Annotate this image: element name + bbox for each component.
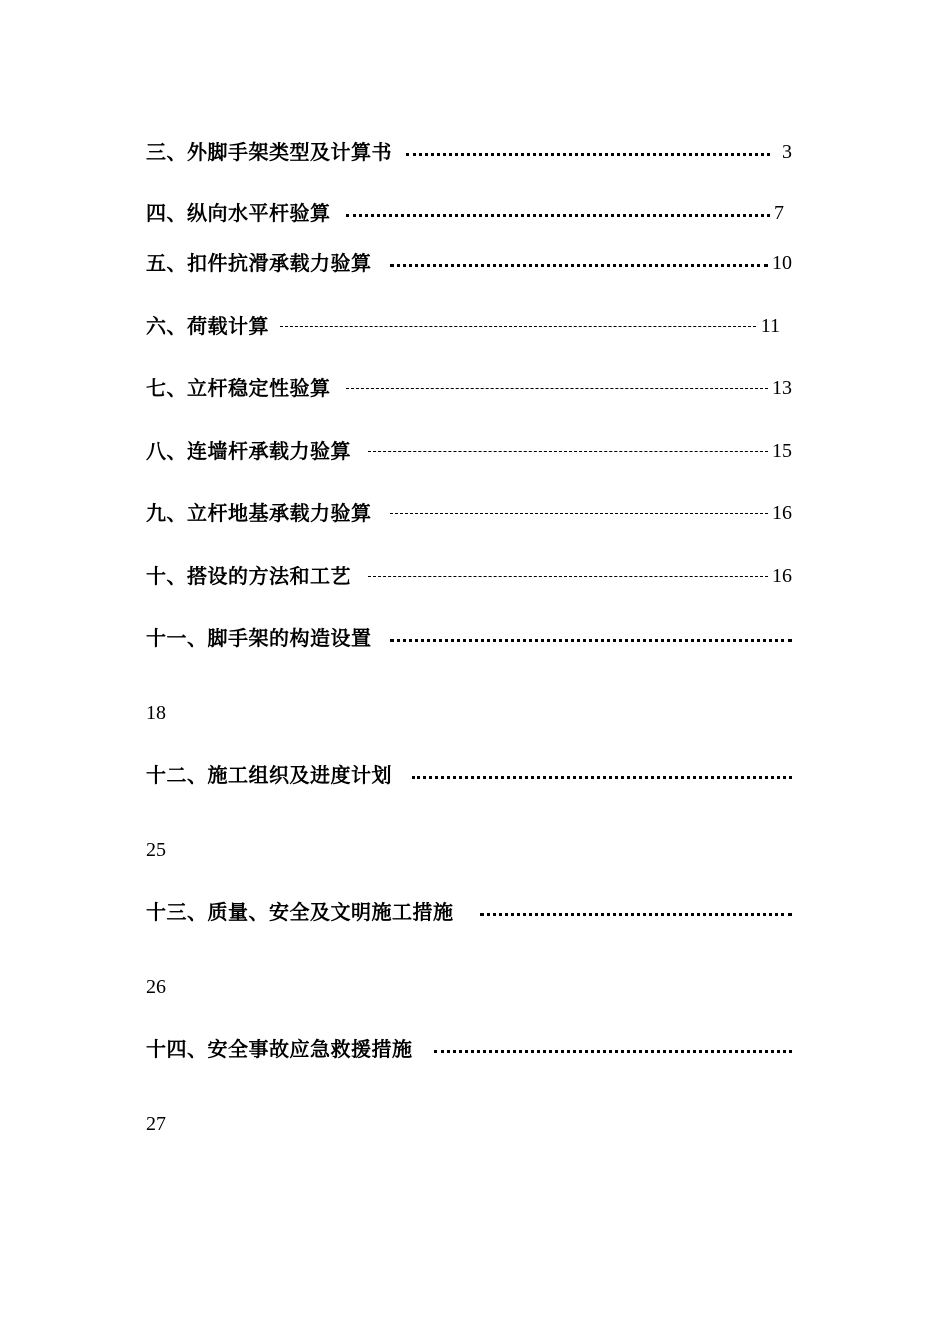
toc-entry-page: 18 <box>146 702 166 724</box>
toc-entry-page: 27 <box>146 1113 166 1135</box>
toc-entry-page: 3 <box>781 137 792 167</box>
toc-entry-7[interactable] <box>146 373 792 403</box>
toc-leader <box>368 451 768 452</box>
toc-entry-14[interactable] <box>146 1034 792 1064</box>
toc-entry-title: 七、立杆稳定性验算 <box>146 373 333 403</box>
toc-entry-title: 十一、脚手架的构造设置 <box>146 623 374 653</box>
toc-leader <box>406 153 770 156</box>
toc-entry-4[interactable] <box>146 198 784 228</box>
toc-entry-title: 三、外脚手架类型及计算书 <box>146 137 394 167</box>
toc-entry-page: 16 <box>771 498 792 528</box>
toc-entry-13[interactable] <box>146 897 792 927</box>
toc-entry-title: 九、立杆地基承载力验算 <box>146 498 374 528</box>
toc-leader <box>434 1050 792 1053</box>
toc-entry-page: 16 <box>771 561 792 591</box>
toc-entry-page: 13 <box>771 373 792 403</box>
toc-entry-title: 十、搭设的方法和工艺 <box>146 561 353 591</box>
toc-leader <box>368 576 768 577</box>
toc-entry-10[interactable] <box>146 561 792 591</box>
toc-entry-title: 八、连墙杆承载力验算 <box>146 436 353 466</box>
toc-leader <box>346 388 768 389</box>
toc-leader <box>390 639 792 642</box>
toc-entry-page: 7 <box>773 198 784 228</box>
toc-entry-6[interactable] <box>146 311 780 341</box>
toc-entry-page: 26 <box>146 976 166 998</box>
toc-entry-5[interactable] <box>146 248 792 278</box>
toc-leader <box>280 326 756 327</box>
toc-entry-title: 五、扣件抗滑承载力验算 <box>146 248 374 278</box>
toc-entry-title: 六、荷载计算 <box>146 311 271 341</box>
toc-leader <box>480 913 792 916</box>
toc-leader <box>390 513 768 514</box>
toc-entry-title: 十二、施工组织及进度计划 <box>146 760 394 790</box>
toc-leader <box>390 264 768 267</box>
toc-entry-12[interactable] <box>146 760 792 790</box>
toc-entry-page: 15 <box>771 436 792 466</box>
toc-entry-title: 四、纵向水平杆验算 <box>146 198 333 228</box>
toc-entry-page: 10 <box>771 248 792 278</box>
toc-entry-8[interactable] <box>146 436 792 466</box>
toc-entry-3[interactable] <box>146 137 792 167</box>
toc-leader <box>412 776 792 779</box>
toc-entry-11[interactable] <box>146 623 792 653</box>
toc-leader <box>346 214 770 217</box>
toc-entry-page: 25 <box>146 839 166 861</box>
toc-entry-page: 11 <box>760 311 780 341</box>
toc-entry-title: 十三、质量、安全及文明施工措施 <box>146 897 456 927</box>
toc-entry-9[interactable] <box>146 498 792 528</box>
toc-entry-title: 十四、安全事故应急救援措施 <box>146 1034 415 1064</box>
